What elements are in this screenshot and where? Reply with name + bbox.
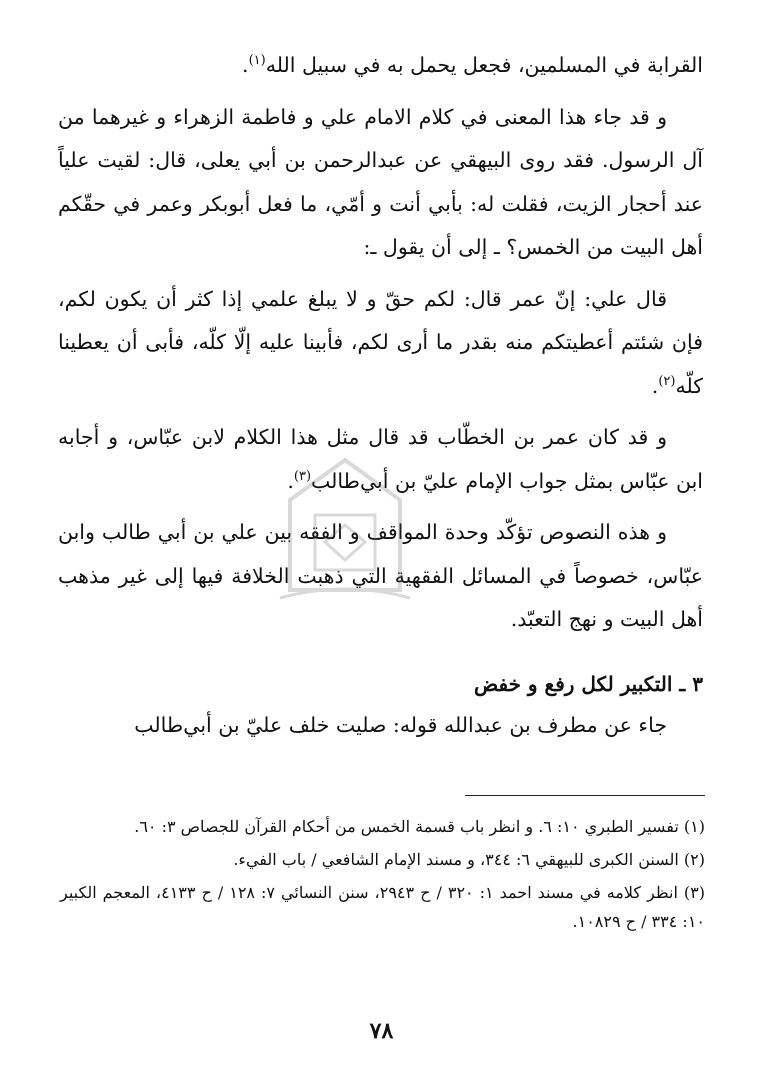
footnote-2: (٢) السنن الكبرى للبيهقي ٦: ٣٤٤، و مسند الإمام الشافعي / باب الفيء. — [233, 850, 705, 869]
footnote-ref-1[interactable]: (١) — [248, 53, 266, 69]
footnote-ref-2[interactable]: (٢) — [658, 373, 676, 389]
footnotes — [60, 812, 705, 940]
paragraph-3: قال علي: إنّ عمر قال: لكم حقّ و لا يبلغ علمي إذا كثر أن يكون لكم، فإن شئتم أعطيتكم منه بقدر ما أرى لكم، فأبينا عليه إلّا كلّه، فأبى أن يعطينا كلّه$^{(٢)}$. — [58, 286, 703, 398]
paragraph-1: القرابة في المسلمين، فجعل يحمل به في سبيل الله$^{(١)}$. — [242, 53, 703, 77]
paragraph-2: و قد جاء هذا المعنى في كلام الامام علي و فاطمة الزهراء و غيرهما من آل الرسول. فقد روى البيهقي عن عبدالرحمن بن أبي يعلى، قال: لقيت علياً عند أحجار الزيت، فقلت له: بأبي أنت و أمّي، ما فعل أبوبكر وعمر في حقّكم أهل البيت من الخمس؟ ـ إلى أن يقول ـ: — [58, 104, 703, 259]
section-paragraph: جاء عن مطرف بن عبدالله قوله: صليت خلف عليّ بن أبي‌طالب — [134, 712, 667, 737]
footnote-3: (٣) انظر كلامه في مسند احمد ١: ٣٢٠ / ح ٢٩٤٣، سنن النسائي ٧: ١٢٨ / ح ٤١٣٣، المعجم الكبير ١٠: ٣٣٤ / ح ١٠٨٢٩. — [60, 883, 705, 931]
footnote-divider — [465, 795, 705, 796]
paragraph-4: و قد كان عمر بن الخطّاب قد قال مثل هذا الكلام لابن عبّاس، و أجابه ابن عبّاس بمثل جواب الإمام عليّ بن أبي‌طالب$^{(٣)}$. — [58, 425, 703, 493]
section-heading: ٣ ـ التكبير لكل رفع و خفض — [473, 671, 703, 696]
paragraph-5: و هذه النصوص تؤكّد وحدة المواقف و الفقه بين علي بن أبي طالب وابن عبّاس، خصوصاً في المسائل الفقهية التي ذهبت الخلافة فيها إلى غير مذهب أهل البيت و نهج التعبّد. — [58, 520, 703, 631]
main-text — [58, 44, 703, 747]
footnote-ref-3[interactable]: (٣) — [293, 468, 312, 484]
page-number: ٧٨ — [369, 1018, 394, 1044]
footnote-1: (١) تفسير الطبري ١٠: ٦. و انظر باب قسمة الخمس من أحكام القرآن للجصاص ٣: ٦٠. — [134, 817, 705, 836]
